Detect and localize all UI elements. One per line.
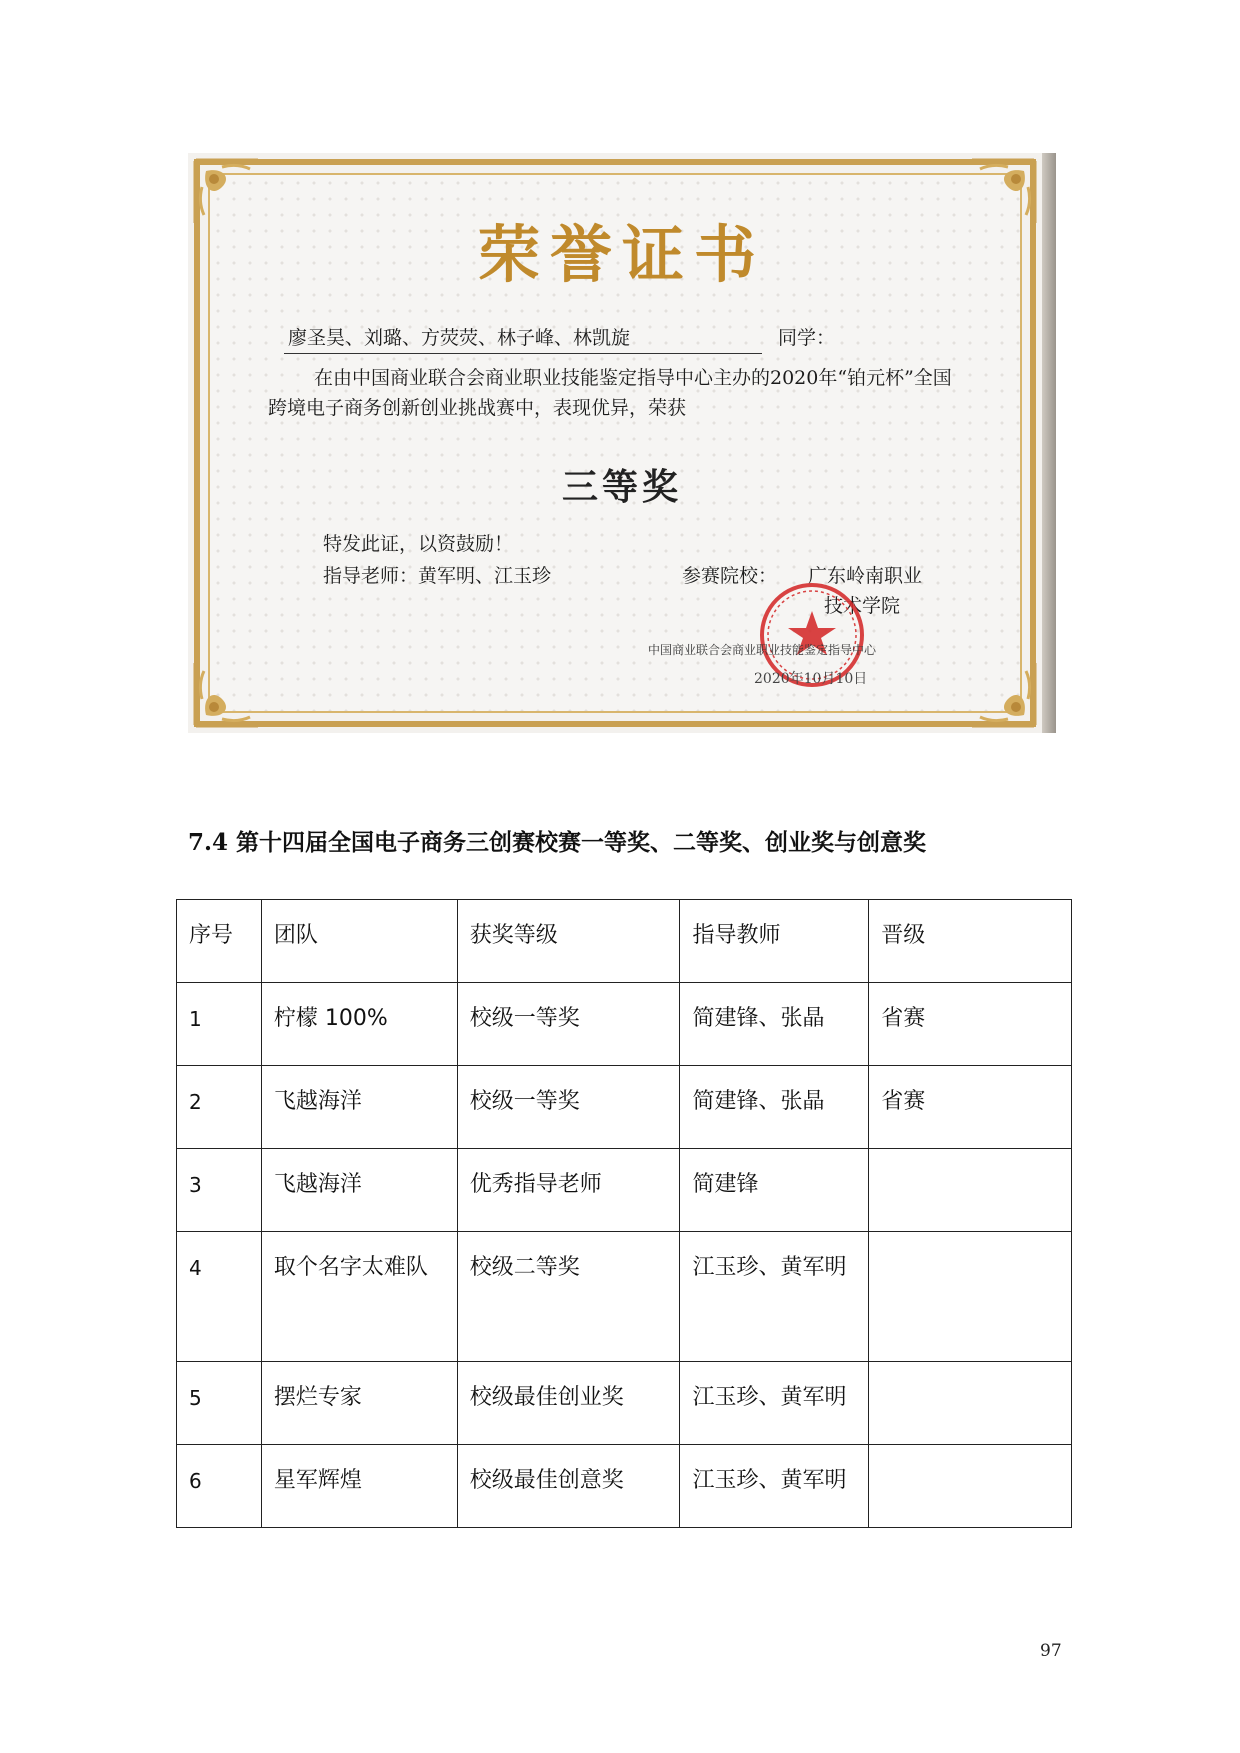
- certificate-school-line2: 技术学院: [824, 595, 901, 617]
- header-cell: 指导教师: [680, 900, 869, 983]
- table-row: [177, 1232, 1072, 1362]
- table-cell-award: 校级二等奖: [457, 1232, 680, 1362]
- table-cell-promotion: [869, 1362, 1072, 1445]
- certificate-award: 三等奖: [561, 466, 682, 508]
- table-cell-award: 校级最佳创意奖: [457, 1445, 680, 1528]
- table-row: [177, 1066, 1072, 1149]
- table-cell-advisor: 江玉珍、黄军明: [680, 1445, 869, 1528]
- table-cell-team: 飞越海洋: [261, 1149, 457, 1232]
- certificate-title: 荣誉证书: [477, 218, 766, 291]
- certificate-school-label: 参赛院校：: [682, 565, 778, 587]
- table-cell-advisor: 简建锋: [680, 1149, 869, 1232]
- certificate-school-line1: 广东岭南职业: [808, 565, 923, 587]
- table-row: [177, 1362, 1072, 1445]
- table-cell-promotion: [869, 1445, 1072, 1528]
- table-cell-advisor: 江玉珍、黄军明: [680, 1232, 869, 1362]
- header-cell: 晋级: [869, 900, 1072, 983]
- table-cell-award: 优秀指导老师: [457, 1149, 680, 1232]
- table-cell-team: 摆烂专家: [261, 1362, 457, 1445]
- certificate-photo: [188, 153, 1056, 733]
- table-cell-promotion: 省赛: [869, 983, 1072, 1066]
- table-cell-promotion: [869, 1232, 1072, 1362]
- table-cell-index: 4: [177, 1232, 262, 1362]
- recipient-names: 廖圣昊、刘璐、方荧荧、林子峰、林凯旋: [284, 323, 762, 354]
- table-header-row: [177, 900, 1072, 983]
- table-cell-index: 3: [177, 1149, 262, 1232]
- section-heading: [188, 824, 926, 857]
- header-cell: 序号: [177, 900, 262, 983]
- table-cell-team: 星军辉煌: [261, 1445, 457, 1528]
- table-cell-team: 取个名字太难队: [261, 1232, 457, 1362]
- table-cell-award: 校级一等奖: [457, 1066, 680, 1149]
- section-title: 第十四届全国电子商务三创赛校赛一等奖、二等奖、创业奖与创意奖: [236, 829, 927, 856]
- table-cell-advisor: 江玉珍、黄军明: [680, 1362, 869, 1445]
- table-cell-advisor: 简建锋、张晶: [680, 1066, 869, 1149]
- table-cell-promotion: 省赛: [869, 1066, 1072, 1149]
- table-cell-award: 校级最佳创业奖: [457, 1362, 680, 1445]
- table-row: [177, 1149, 1072, 1232]
- corner-ornament-icon: [968, 659, 1038, 729]
- certificate-instructor: 指导老师：黄军明、江玉珍: [323, 565, 552, 587]
- recipient-suffix: 同学：: [778, 327, 836, 349]
- certificate-recipients: [284, 323, 835, 354]
- table-cell-promotion: [869, 1149, 1072, 1232]
- table-cell-index: 1: [177, 983, 262, 1066]
- table-cell-advisor: 简建锋、张晶: [680, 983, 869, 1066]
- certificate-issue-text: 特发此证，以资鼓励！: [323, 533, 514, 555]
- corner-ornament-icon: [192, 659, 262, 729]
- page-number: 97: [1040, 1641, 1062, 1661]
- table-cell-team: 柠檬 100%: [261, 983, 457, 1066]
- table-cell-award: 校级一等奖: [457, 983, 680, 1066]
- awards-table: [176, 899, 1072, 1528]
- table-cell-index: 2: [177, 1066, 262, 1149]
- table-cell-index: 6: [177, 1445, 262, 1528]
- header-cell: 团队: [261, 900, 457, 983]
- certificate-body-text: 在由中国商业联合会商业职业技能鉴定指导中心主办的2020年“铂元杯”全国跨境电子商务创新创业挑战赛中，表现优异，荣获: [268, 367, 952, 419]
- certificate-issuer: 中国商业联合会商业职业技能鉴定指导中心: [648, 643, 877, 657]
- table-row: [177, 983, 1072, 1066]
- table-cell-team: 飞越海洋: [261, 1066, 457, 1149]
- table-row: [177, 1445, 1072, 1528]
- header-cell: 获奖等级: [457, 900, 680, 983]
- section-number: 7.4: [188, 829, 229, 856]
- table-cell-index: 5: [177, 1362, 262, 1445]
- certificate-date: 2020年10月10日: [754, 671, 868, 687]
